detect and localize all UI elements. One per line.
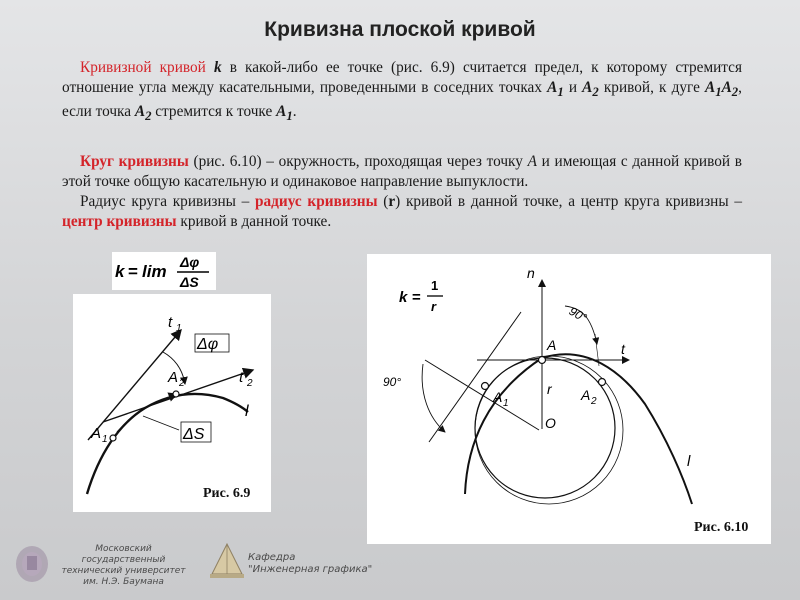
figure-6-9 [73,294,271,512]
svg-text:l: l [687,453,691,470]
svg-text:=: = [412,289,421,306]
page-title: Кривизна плоской кривой [264,18,536,41]
svg-text:A: A [547,337,557,353]
svg-text:A: A [168,369,179,386]
university-emblem-icon [14,544,50,589]
svg-text:90°: 90° [566,303,590,326]
point-a2 [173,391,179,397]
svg-text:1: 1 [102,434,108,445]
point-a2 [599,379,606,386]
department-name: Кафедра "Инженерная графика" [248,552,373,575]
svg-text:O: O [545,415,556,431]
svg-text:Δφ: Δφ [180,254,200,270]
definition-curvature: Кривизной кривой k в какой-либо ее точке (рис. 6.9) считается предел, к которому стремится отношение угла между касательными, проведенными в соседних точках $A_1$ и $A_2$ кривой, к дуге $A_1A_2$, если точка $A_2$ стремится к точке $A_1$. [62,59,743,124]
svg-text:t: t [621,341,625,357]
term-curvature: Кривизной кривой [80,59,206,76]
svg-text:n: n [527,265,535,281]
curve-l [87,394,248,494]
svg-text:2: 2 [179,378,185,389]
svg-text:2: 2 [591,396,597,407]
svg-text:ΔS: ΔS [183,426,205,443]
caption-fig-6-9: Рис. 6.9 [203,486,251,501]
university-name: Московский государственный технический университет им. Н.Э. Баумана [61,544,186,587]
caption-fig-6-10: Рис. 6.10 [694,520,749,535]
point-a1 [110,435,116,441]
svg-text:1: 1 [503,398,509,409]
term-center-of-curvature: центр кривизны [62,213,177,230]
figure-6-10 [367,254,771,544]
definition-circle-of-curvature: Круг кривизны (рис. 6.10) – окружность, проходящая через точку A и имеющая с данной кривой в этой точке общую касательную и одинаковое направление выпуклости. Радиус круга кривизны – радиус кривизны (r) кривой в данной точке, а центр круга кривизны – центр кривизны кривой в данной точке. [62,153,742,230]
svg-text:90°: 90° [383,375,402,389]
svg-text:k: k [115,262,125,281]
svg-text:ΔS: ΔS [180,274,199,290]
svg-text:lim: lim [142,262,167,281]
svg-text:A: A [493,389,503,405]
svg-text:r: r [547,381,552,397]
svg-text:1: 1 [176,323,182,334]
svg-text:A: A [91,425,102,442]
point-a [539,357,546,364]
department-logo-icon [208,540,246,585]
svg-text:=: = [128,262,138,281]
formula-curvature-limit [112,252,216,290]
formula-k-equals-1-over-r [399,278,443,314]
svg-text:t: t [239,369,244,386]
term-radius-of-curvature: радиус кривизны [255,193,378,210]
svg-text:l: l [245,403,249,420]
svg-text:Δφ: Δφ [197,336,219,353]
point-a1 [482,383,489,390]
svg-text:k: k [399,289,408,306]
svg-text:r: r [431,299,437,314]
svg-text:1: 1 [431,278,439,293]
svg-text:2: 2 [247,378,253,389]
svg-text:t: t [168,314,173,331]
svg-text:A: A [581,387,591,403]
term-circle-of-curvature: Круг кривизны [80,153,189,170]
